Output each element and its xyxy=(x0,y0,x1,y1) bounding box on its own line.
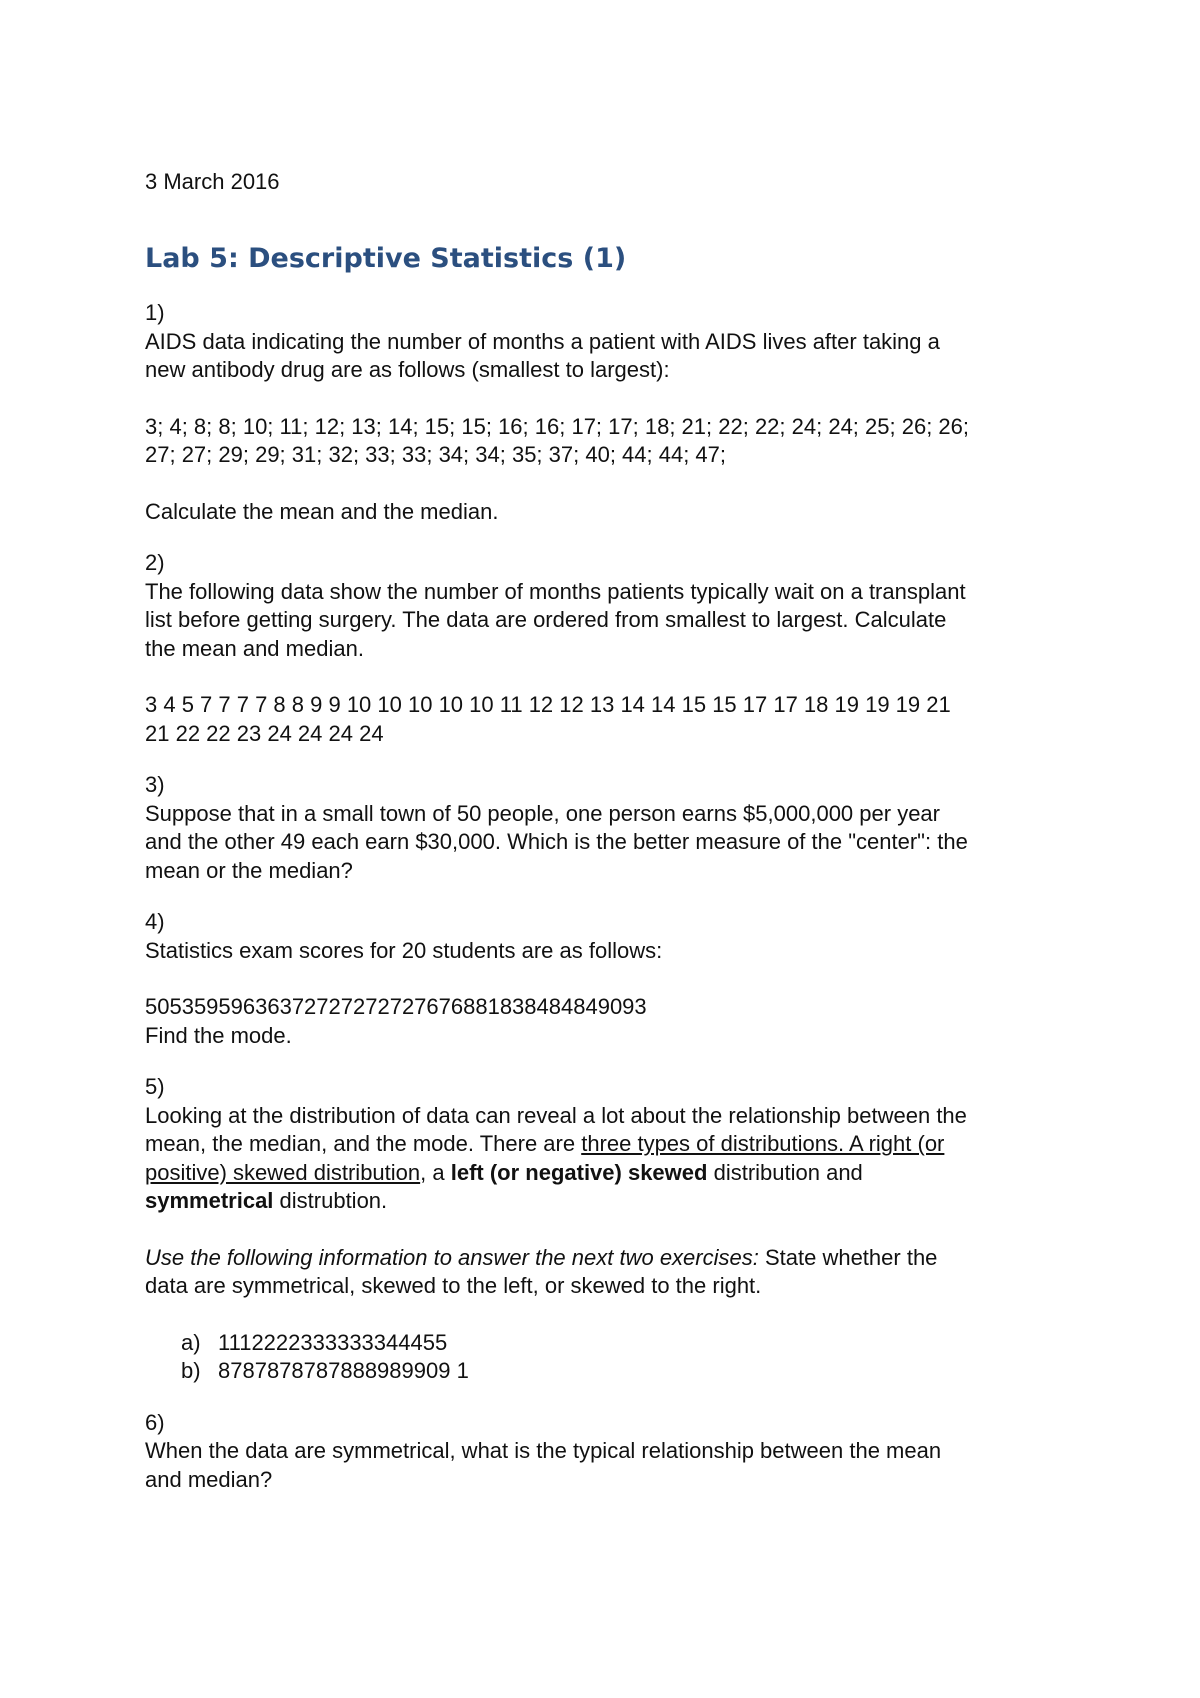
question-number: 1) xyxy=(145,300,165,325)
text-run: distrubtion. xyxy=(273,1188,388,1213)
data-values: 3 4 5 7 7 7 7 8 8 9 9 10 10 10 10 10 11 12 12 13 14 14 15 15 17 17 18 19 19 19 21 xyxy=(145,692,951,717)
question-text xyxy=(145,1159,1075,1188)
text-run: , a xyxy=(420,1159,451,1185)
question-text: new antibody drug are as follows (smallest to largest): xyxy=(145,357,670,382)
list-item-text: 8787878787888989909 1 xyxy=(218,1358,469,1383)
question-number: 4) xyxy=(145,909,165,934)
question-number: 2) xyxy=(145,550,165,575)
question-text: and the other 49 each earn $30,000. Which is the better measure of the "center": the xyxy=(145,829,968,854)
page-title: Lab 5: Descriptive Statistics (1) xyxy=(145,243,627,274)
question-number: 5) xyxy=(145,1074,165,1099)
exercise-intro xyxy=(145,1244,1075,1273)
question-text: mean or the median? xyxy=(145,857,353,883)
question-text: Looking at the distribution of data can reveal a lot about the relationship between the xyxy=(145,1102,967,1128)
list-item-text: 1112222333333344455 xyxy=(218,1329,448,1355)
question-5 xyxy=(145,1073,1075,1386)
underlined-text: positive) skewed distribution xyxy=(145,1159,421,1185)
list-marker: b) xyxy=(181,1358,201,1383)
question-4 xyxy=(145,908,1075,1050)
question-text: Statistics exam scores for 20 students are as follows: xyxy=(145,937,663,963)
list-marker: a) xyxy=(181,1329,201,1355)
exercise-list xyxy=(145,1329,1075,1386)
bold-text: symmetrical xyxy=(145,1188,274,1213)
question-instruction: Find the mode. xyxy=(145,1022,292,1048)
question-text xyxy=(145,1187,1075,1216)
question-text: and median? xyxy=(145,1466,273,1492)
question-text: The following data show the number of months patients typically wait on a transplant xyxy=(145,578,966,604)
question-text: AIDS data indicating the number of months a patient with AIDS lives after taking a xyxy=(145,328,940,354)
question-text: Suppose that in a small town of 50 people, one person earns $5,000,000 per year xyxy=(145,800,940,826)
data-values: 50535959636372727272727676881838484849093 xyxy=(145,994,647,1019)
data-values: 27; 27; 29; 29; 31; 32; 33; 33; 34; 34; 35; 37; 40; 44; 44; 47; xyxy=(145,442,727,467)
text-run: mean, the median, and the mode. There are xyxy=(145,1131,582,1156)
list-item xyxy=(181,1357,1075,1386)
list-item xyxy=(181,1329,1075,1358)
italic-text: Use the following information to answer the next two exercises: xyxy=(145,1244,759,1270)
data-values: 3; 4; 8; 8; 10; 11; 12; 13; 14; 15; 15; 16; 16; 17; 17; 18; 21; 22; 22; 24; 24; 25; 26; 26; xyxy=(145,413,970,439)
underlined-text: three types of distributions. A right (or xyxy=(581,1131,945,1156)
question-1 xyxy=(145,299,1075,526)
text-run: distribution and xyxy=(707,1159,863,1185)
bold-text: left (or negative) skewed xyxy=(450,1159,708,1185)
data-values: 21 22 22 23 24 24 24 24 xyxy=(145,720,384,746)
question-text: list before getting surgery. The data are ordered from smallest to largest. Calculate xyxy=(145,607,947,632)
question-text: the mean and median. xyxy=(145,635,364,661)
exercise-intro: data are symmetrical, skewed to the left, or skewed to the right. xyxy=(145,1273,762,1298)
document-date: 3 March 2016 xyxy=(145,169,280,194)
question-6 xyxy=(145,1409,1075,1495)
question-number: 3) xyxy=(145,772,165,797)
question-2 xyxy=(145,549,1075,748)
question-text xyxy=(145,1130,1075,1159)
question-text: When the data are symmetrical, what is the typical relationship between the mean xyxy=(145,1438,942,1463)
question-number: 6) xyxy=(145,1409,165,1435)
text-run: State whether the xyxy=(758,1244,938,1270)
question-3 xyxy=(145,771,1075,885)
question-instruction: Calculate the mean and the median. xyxy=(145,498,499,524)
document-page xyxy=(145,168,1075,1494)
